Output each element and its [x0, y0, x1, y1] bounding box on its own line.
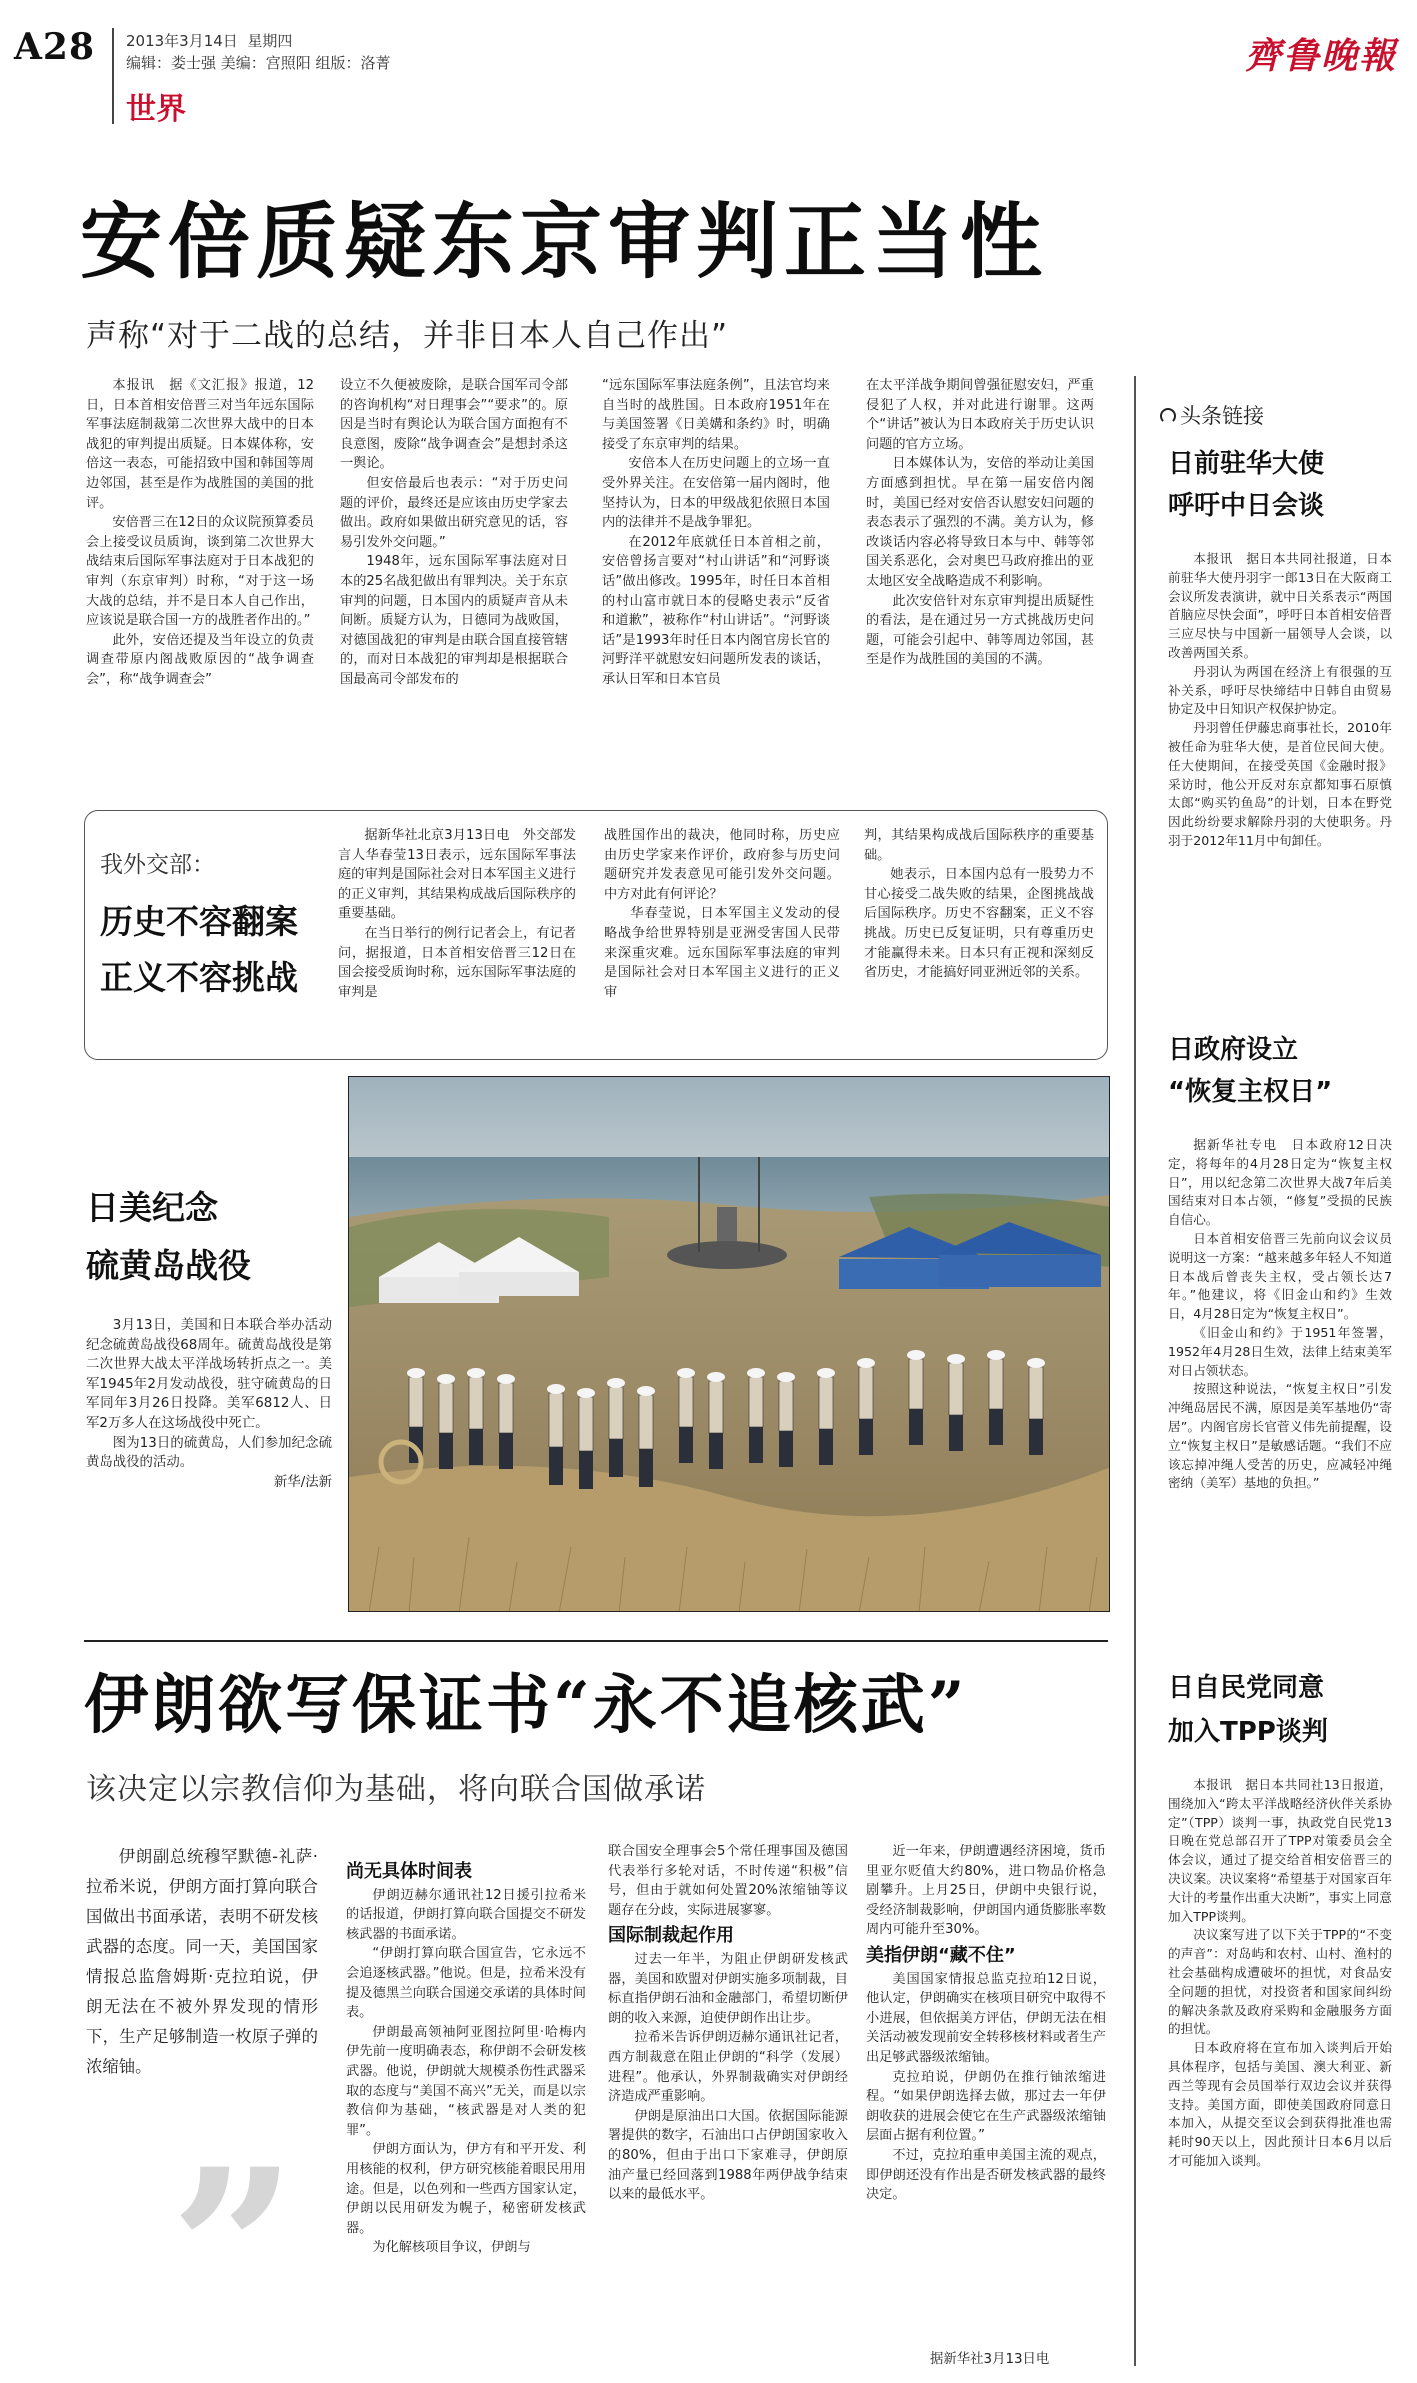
- article2-column-1: [346, 1856, 586, 2362]
- paragraph: 伊朗迈赫尔通讯社12日援引拉希米的话报道，伊朗打算向联合国提交不研发核武器的书面承诺。: [346, 1887, 586, 1942]
- paragraph: 日本首相安倍晋三先前向议会议员说明这一方案：“越来越多年轻人不知道日本战后曾丧失主权，受占领长达7年。”他建议，将《旧金山和约》生效日，4月28日定为“恢复主权日”。: [1168, 1230, 1392, 1322]
- article1-subheadline: 声称“对于二战的总结，并非日本人自己作出”: [86, 318, 729, 354]
- paragraph: 按照这种说法，“恢复主权日”引发冲绳岛居民不满，原因是美军基地仍“寄居”。内阁官房长官菅义伟先前提醒，设立“恢复主权日”是敏感话题。“我们不应该忘掉冲绳人受苦的历史，应减轻冲绳密纳（美军）基地的负担。”: [1168, 1381, 1392, 1491]
- photo-title-line2: 硫黄岛战役: [86, 1246, 251, 1285]
- paragraph: 华春莹说，日本军国主义发动的侵略战争给世界特别是亚洲受害国人民带来深重灾难。远东国际军事法庭的审判是国际社会对日本军国主义进行的正义审: [604, 906, 840, 1000]
- photo-illustration: [349, 1077, 1110, 1612]
- paragraph: 伊朗最高领袖阿亚图拉阿里·哈梅内伊先前一度明确表态，称伊朗不会研发核武器。他说，伊朗就大规模杀伤性武器采取的态度与“美国不高兴”无关，而是以宗教信仰为基础，“核武器是对人类的犯罪”。: [346, 2024, 586, 2138]
- quote-mark-icon: ”: [170, 2120, 297, 2379]
- paragraph: 克拉珀说，伊朗仍在推行铀浓缩进程。“如果伊朗选择去做，那过去一年伊朗收获的进展会使它在生产武器级浓缩铀层面占据有利位置。”: [866, 2069, 1106, 2144]
- article2-column-3: [866, 1842, 1106, 2342]
- paragraph: 日本政府将在宣布加入谈判后开始具体程序，包括与美国、澳大利亚、新西兰等现有会员国举行双边会议并获得支持。美国方面，即使美国政府同意日本加入，从提交至议会到获得批准也需耗时90天以上，因此预计日本6月以后才可能加入谈判。: [1168, 2040, 1392, 2168]
- sidebar-divider: [1134, 376, 1136, 2366]
- paragraph: 本报讯 据日本共同社13日报道，围绕加入“跨太平洋战略经济伙伴关系协定”（TPP）谈判一事，执政党自民党13日晚在党总部召开了TPP对策委员会全体会议，通过了提交给首相安倍晋三的决议案。决议案将“希望基于对国家百年大计的考量作出重大决断”，事实上同意加入TPP谈判。: [1168, 1777, 1392, 1924]
- paragraph: 在2012年底就任日本首相之前，安倍曾扬言要对“村山讲话”和“河野谈话”做出修改。1995年，时任日本首相的村山富市就日本的侵略史表示“反省和道歉”，被称作“村山讲话”。“河野谈话”是1993年时任日本内阁官房长官的河野洋平就慰安妇问题所发表的谈话，承认日军和日本官员: [602, 534, 830, 687]
- paragraph: 但安倍最后也表示：“对于历史问题的评价，最终还是应该由历史学家去做出。政府如果做出研究意见的话，容易引发外交问题。”: [340, 475, 568, 550]
- paper-logo: 齊鲁晚報: [1244, 35, 1397, 77]
- paragraph: 为化解核项目争议，伊朗与: [372, 2240, 531, 2256]
- paragraph: 不过，克拉珀重申美国主流的观点，即伊朗还没有作出是否研发核武器的最终决定。: [866, 2147, 1106, 2203]
- paragraph: 丹羽曾任伊藤忠商事社长，2010年被任命为驻华大使，是首位民间大使。任大使期间，在接受英国《金融时报》采访时，他公开反对东京都知事石原慎太郎“购买钓鱼岛”的计划，日本在野党因此纷纷要求解除丹羽的大使职务。丹羽于2012年11月中旬卸任。: [1168, 720, 1392, 848]
- article1-column-4: [866, 376, 1094, 800]
- paragraph: 近一年来，伊朗遭遇经济困境，货币里亚尔贬值大约80%，进口物品价格急剧攀升。上月25日，伊朗中央银行说，受经济制裁影响，伊朗国内通货膨胀率数周内可能升至30%。: [866, 1844, 1106, 1938]
- paragraph: 1948年，远东国际军事法庭对日本的25名战犯做出有罪判决。关于东京审判的问题，日本国内的质疑声音从未间断。质疑方认为，日德同为战败国，对德国战犯的审判是由联合国直接管辖的，而对日本战犯的审判却是根据联合国最高司令部发布的: [340, 554, 568, 687]
- paragraph: 本报讯 据《文汇报》报道，12日，日本首相安倍晋三对当年远东国际军事法庭制裁第二次世界大战中的日本战犯的审判提出质疑。日本媒体称，安倍这一表态，可能招致中国和韩国等周边邻国，甚至是作为战胜国的美国的批评。: [86, 378, 314, 511]
- paragraph: 在当日举行的例行记者会上，有记者问，据报道，日本首相安倍晋三12日在国会接受质询时称，远东国际军事法庭的审判是: [338, 925, 576, 1000]
- subheading-no-timetable: 尚无具体时间表: [346, 1861, 472, 1882]
- sidebar-story2-title-line2: “恢复主权日”: [1168, 1077, 1333, 1107]
- sidebar-story1-title-line2: 呼吁中日会谈: [1168, 491, 1325, 521]
- link-icon: [1160, 408, 1176, 424]
- caption-text: 图为13日的硫黄岛，人们参加纪念硫黄岛战役的活动。: [86, 1435, 332, 1471]
- paragraph: 她表示，日本国内总有一股势力不甘心接受二战失败的结果，企图挑战战后国际秩序。历史不容翻案，正义不容挑战。历史已反复证明，只有尊重历史才能赢得未来。日本只有正视和深刻反省历史，才能搞好同亚洲近邻的关系。: [864, 867, 1094, 981]
- box-column-3: [864, 826, 1094, 1048]
- photo-caption: [86, 1316, 332, 1556]
- paragraph: “伊朗打算向联合国宣告，它永远不会追逐核武器。”他说。但是，拉希米没有提及德黑兰向联合国递交承诺的具体时间表。: [346, 1946, 586, 2021]
- article1-column-2: [340, 376, 568, 800]
- paragraph: 此次安倍针对东京审判提出质疑性的看法，是在通过另一方式挑战历史问题，可能会引起中、韩等周边邻国，甚至是作为战胜国的美国的不满。: [866, 593, 1094, 668]
- paragraph: 联合国安全理事会5个常任理事国及德国代表举行多轮对话，不时传递“积极”信号，但由于就如何处置20%浓缩铀等议题存在分歧，实际进展寥寥。: [608, 1844, 848, 1918]
- sidebar-story3-title-line1: 日自民党同意: [1168, 1673, 1325, 1703]
- header-date: [126, 30, 292, 51]
- article2-column-2: [608, 1842, 848, 2362]
- paragraph: 据新华社专电 日本政府12日决定，将每年的4月28日定为“恢复主权日”，用以纪念第二次世界大战7年后美国结束对日本占领，“修复”受损的民族自信心。: [1168, 1137, 1392, 1228]
- sidebar-story2-title-line1: 日政府设立: [1168, 1035, 1299, 1065]
- subheading-sanctions: 国际制裁起作用: [608, 1925, 734, 1947]
- paragraph: 安倍晋三在12日的众议院预算委员会上接受议员质询，谈到第二次世界大战结束后国际军事法庭对于日本战犯的审判（东京审判）时称，“对于这一场大战的总结，并不是日本人自己作出，应该说是联合国一方的战胜者作出的。”: [86, 515, 314, 629]
- sidebar-story1-body: [1168, 550, 1392, 988]
- paragraph: 本报讯 据日本共同社报道，日本前驻华大使丹羽宇一郎13日在大阪商工会议所发表演讲，就中日关系表示“两国首脑应尽快会面”，呼吁日本首相安倍晋三应尽快与中国新一届领导人会谈，以改善两国关系。: [1168, 551, 1392, 660]
- sidebar-story3-body: [1168, 1776, 1392, 2366]
- article1-column-1: [86, 376, 314, 800]
- paragraph: 过去一年半，为阻止伊朗研发核武器，美国和欧盟对伊朗实施多项制裁，目标直指伊朗石油和金融部门，希望切断伊朗的收入来源，迫使伊朗作出让步。: [608, 1951, 848, 2026]
- section-divider: [84, 1640, 1108, 1642]
- sidebar-link-label: [1160, 400, 1264, 430]
- paragraph: 《旧金山和约》于1951年签署，1952年4月28日生效，法律上结束美军对日占领状态。: [1168, 1324, 1392, 1378]
- caption-text: 3月13日，美国和日本联合举办活动纪念硫黄岛战役68周年。硫黄岛战役是第二次世界大战太平洋战场转折点之一。美军1945年2月发动战役，驻守硫黄岛的日军同年3月26日投降。美军6812人、日军2万多人在这场战役中死亡。: [86, 1318, 332, 1431]
- paragraph: 丹羽认为两国在经济上有很强的互补关系，呼吁尽快缔结中日韩自由贸易协定及中日知识产权保护协定。: [1168, 663, 1392, 717]
- header-editors: 编辑：娄士强 美编：宫照阳 组版：洛菁: [126, 54, 391, 72]
- section-name: 世界: [126, 92, 186, 127]
- box-title-line1: 历史不容翻案: [100, 902, 298, 941]
- paragraph: 据新华社北京3月13日电 外交部发言人华春莹13日表示，远东国际军事法庭的审判是国际社会对日本军国主义进行的正义审判，其结果构成战后国际秩序的重要基础。: [338, 828, 576, 922]
- paragraph: 安倍本人在历史问题上的立场一直受外界关注。在安倍第一届内阁时，他坚持认为，日本的甲级战犯依照日本国内的法律并不是战争罪犯。: [602, 456, 830, 531]
- box-title-line2: 正义不容挑战: [100, 958, 298, 997]
- paragraph: 决议案写进了以下关于TPP的“不变的声音”：对岛屿和农村、山村、渔村的社会基础构成遭破坏的担忧，对食品安全问题的担忧，对投资者和国家间纠纷的解决条款及政府采购和金融服务方面的担忧。: [1168, 1927, 1392, 2037]
- article2-subheadline: 该决定以宗教信仰为基础，将向联合国做承诺: [86, 1772, 706, 1807]
- box-column-1: [338, 826, 576, 1048]
- paragraph: 在太平洋战争期间曾强征慰安妇，严重侵犯了人权，并对此进行谢罪。这两个“讲话”被认为日本政府关于历史认识问题的官方立场。: [866, 378, 1094, 452]
- box-kicker: 我外交部：: [100, 852, 215, 878]
- weekday-text: 星期四: [247, 32, 293, 50]
- paragraph: 设立不久便被废除，是联合国军司令部的咨询机构“对日理事会”“要求”的。原因是当时有舆论认为联合国方面抱有不良意图，废除“战争调查会”是想封杀这一舆论。: [340, 378, 568, 472]
- article2-credit: 据新华社3月13日电: [930, 2352, 1050, 2367]
- link-label-text: 头条链接: [1180, 404, 1264, 428]
- article1-headline: 安倍质疑东京审判正当性: [80, 194, 1049, 290]
- photo-title-line1: 日美纪念: [86, 1188, 218, 1227]
- paragraph: 战胜国作出的裁决，他同时称，历史应由历史学家来作评价，政府参与历史问题研究并发表意见可能引发外交问题。中方对此有何评论？: [604, 828, 840, 902]
- iwo-jima-ceremony-photo: [348, 1076, 1110, 1612]
- paragraph: 此外，安倍还提及当年设立的负责调查带原内阁战败原因的“战争调查会”，称“战争调查会”: [86, 632, 314, 687]
- box-column-2: [604, 826, 840, 1048]
- paragraph: 美国国家情报总监克拉珀12日说，他认定，伊朗确实在核项目研究中取得不小进展，但依据美方评估，伊朗无法在相关活动被发现前安全转移核材料或者生产出足够武器级浓缩铀。: [866, 1971, 1106, 2065]
- paragraph: 伊朗是原油出口大国。依据国际能源署提供的数字，石油出口占伊朗国家收入的80%，但由于出口下家难寻，伊朗原油产量已经回落到1988年两伊战争结束以来的最低水平。: [608, 2108, 848, 2203]
- date-text: 2013年3月14日: [126, 32, 238, 50]
- sidebar-story3-title-line2: 加入TPP谈判: [1168, 1717, 1328, 1747]
- paragraph: “远东国际军事法庭条例”，且法官均来自当时的战胜国。日本政府1951年在与美国签署《日美媾和条约》时，明确接受了东京审判的结果。: [602, 378, 830, 452]
- photo-credit: 新华/法新: [273, 1474, 332, 1490]
- paragraph: 日本媒体认为，安倍的举动让美国方面感到担忧。早在第一届安倍内阁时，美国已经对安倍否认慰安妇问题的表态表示了强烈的不满。美方认为，修改谈话内容必将导致日本与中、韩等邻国关系恶化，会对奥巴马政府推出的亚太地区安全战略造成不利影响。: [866, 456, 1094, 589]
- sidebar-story1-title-line1: 日前驻华大使: [1168, 449, 1325, 479]
- paragraph: 伊朗方面认为，伊方有和平开发、利用核能的权利，伊方研究核能着眼民用用途。但是，以色列和一些西方国家认定，伊朗以民用研发为幌子，秘密研发核武器。: [346, 2142, 586, 2236]
- paragraph: 拉希米告诉伊朗迈赫尔通讯社记者，西方制裁意在阻止伊朗的“科学（发展）进程”。他承认，外界制裁确实对伊朗经济造成严重影响。: [608, 2030, 848, 2105]
- page-code: A28: [14, 26, 96, 68]
- header-divider-vertical: [112, 28, 114, 124]
- article2-lead: 伊朗副总统穆罕默德-礼萨·拉希米说，伊朗方面打算向联合国做出书面承诺，表明不研发核武器的态度。同一天，美国国家情报总监詹姆斯·克拉珀说，伊朗无法在不被外界发现的情形下，生产足够制造一枚原子弹的浓缩铀。: [86, 1847, 318, 2076]
- sidebar-story2-body: [1168, 1136, 1392, 1640]
- subheading-us-intel: 美指伊朗“藏不住”: [866, 1944, 1016, 1966]
- paragraph: 判，其结果构成战后国际秩序的重要基础。: [864, 828, 1094, 863]
- article1-column-3: [602, 376, 830, 800]
- article2-headline: 伊朗欲写保证书“永不追核武”: [84, 1668, 968, 1743]
